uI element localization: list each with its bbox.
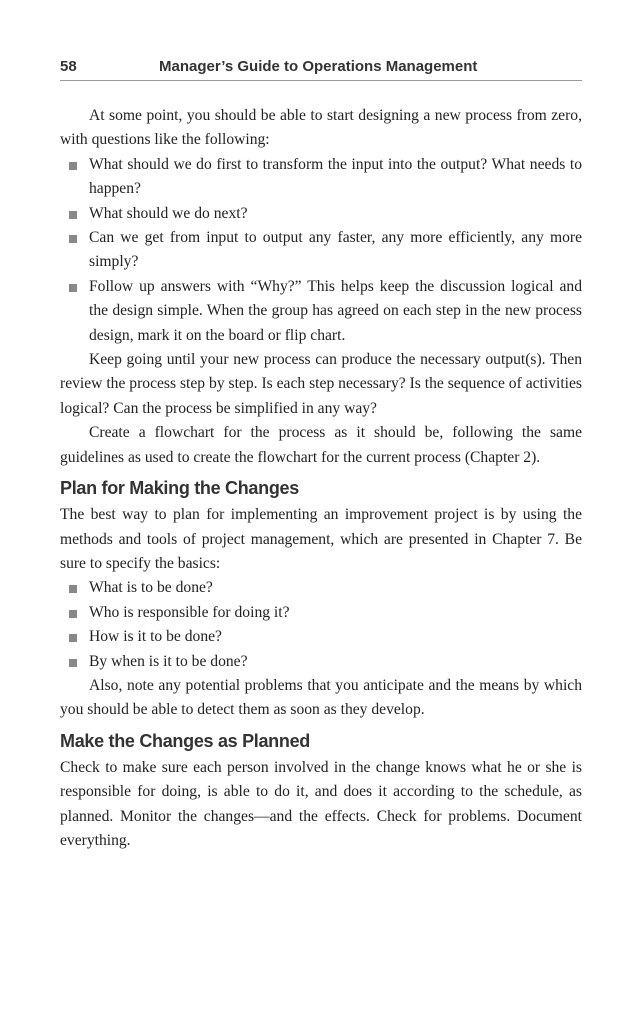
list-item (60, 275, 582, 348)
list-item-text: Follow up answers with “Why?” This helps keep the discussion logical and the design simple. When the group has agreed on each step in the new process design, mark it on the board or flip chart. (89, 277, 582, 344)
list-item (60, 576, 582, 600)
page-number: 58 (60, 58, 77, 75)
intro-question-list (60, 153, 582, 348)
square-bullet-icon (69, 211, 77, 219)
list-item (60, 153, 582, 202)
list-item-text: What should we do next? (89, 204, 248, 222)
section-heading-plan: Plan for Making the Changes (60, 478, 299, 499)
square-bullet-icon (69, 162, 77, 170)
review-paragraph: Keep going until your new process can produce the necessary output(s). Then review the process step by step. Is each step necessary? Is the sequence of activities logical? Can the process be simplified in any way? (60, 351, 582, 417)
section-heading-make: Make the Changes as Planned (60, 730, 310, 751)
flowchart-paragraph: Create a flowchart for the process as it should be, following the same guidelines as used to create the flowchart for the current process (Chapter 2). (60, 424, 582, 466)
page-body (60, 104, 582, 853)
list-item-text: What is to be done? (89, 579, 213, 597)
list-item (60, 650, 582, 674)
list-item-text: Who is responsible for doing it? (89, 603, 290, 621)
running-head (60, 56, 582, 81)
list-item-text: Can we get from input to output any faster, any more efficiently, any more simply? (89, 229, 582, 271)
square-bullet-icon (69, 235, 77, 243)
square-bullet-icon (69, 659, 77, 667)
list-item-text: What should we do first to transform the input into the output? What needs to happen? (89, 155, 582, 198)
square-bullet-icon (69, 634, 77, 642)
list-item (60, 226, 582, 275)
intro-paragraph: At some point, you should be able to start designing a new process from zero, with questions like the following: (60, 107, 582, 149)
plan-basics-list (60, 576, 582, 674)
plan-paragraph: The best way to plan for implementing an improvement project is by using the methods and tools of project management, which are presented in Chapter 7. Be sure to specify the basics: (60, 506, 582, 572)
list-item (60, 625, 582, 649)
book-title: Manager’s Guide to Operations Management (159, 58, 478, 75)
square-bullet-icon (69, 610, 77, 618)
list-item-text: How is it to be done? (89, 628, 222, 646)
list-item (60, 202, 582, 226)
make-paragraph: Check to make sure each person involved in the change knows what he or she is responsible for doing, is able to do it, and does it according to the schedule, as planned. Monitor the changes—and the effects. Check for problems. Document everything. (60, 758, 582, 849)
problems-paragraph: Also, note any potential problems that you anticipate and the means by which you should be able to detect them as soon as they develop. (60, 676, 582, 719)
list-item (60, 601, 582, 625)
square-bullet-icon (69, 585, 77, 593)
square-bullet-icon (69, 284, 77, 292)
list-item-text: By when is it to be done? (89, 652, 248, 670)
